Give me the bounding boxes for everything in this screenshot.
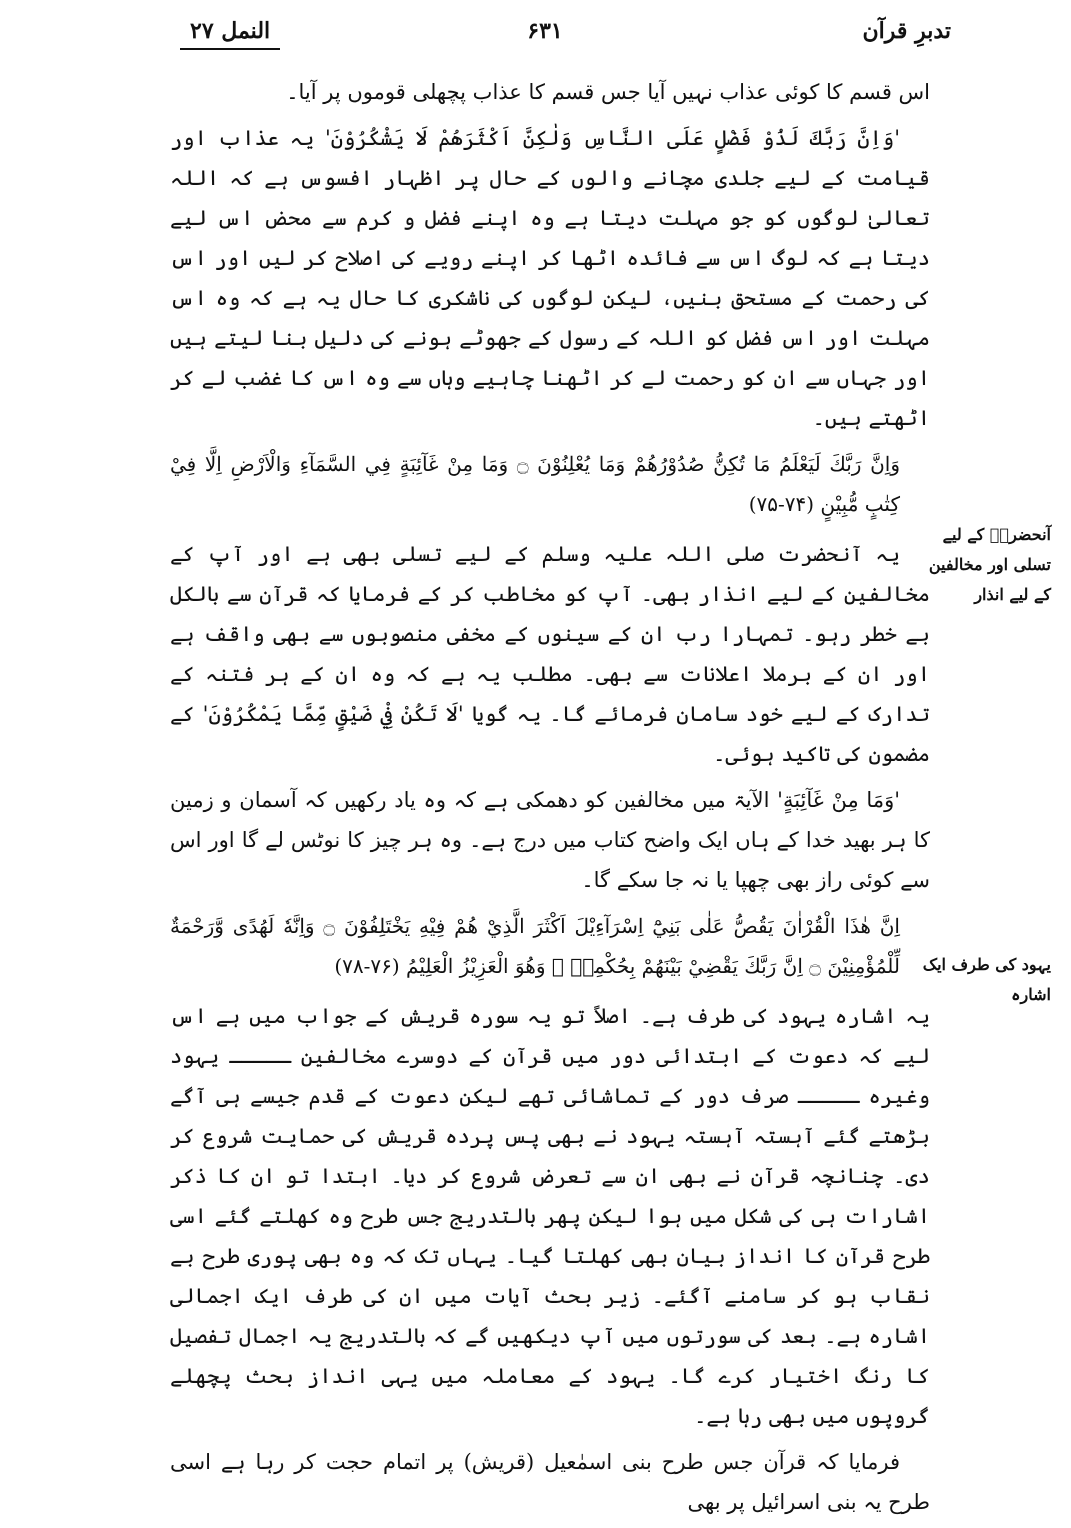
quran-verse: وَاِنَّ رَبَّكَ لَيَعْلَمُ مَا تُكِنُّ صُدُوْرُهُمْ وَمَا يُعْلِنُوْنَ ۝ وَمَا مِنْ غَآئِبَةٍ فِي السَّمَآءِ وَالْاَرْضِ اِلَّا فِيْ كِتٰبٍ مُّبِيْنٍ (۷۴-۷۵)	[170, 452, 900, 516]
book-title: تدبرِ قرآن	[862, 18, 951, 44]
header-rule	[180, 48, 280, 50]
page-number: ۶۳۱	[527, 18, 563, 44]
surah-label: النمل ۲۷	[190, 18, 271, 44]
quran-verse: اِنَّ هٰذَا الْقُرْاٰنَ يَقُصُّ عَلٰى بَنِيْٓ اِسْرَآءِيْلَ اَكْثَرَ الَّذِيْ هُمْ فِيْهِ يَخْتَلِفُوْنَ ۝ وَاِنَّهٗ لَهُدًى وَّرَحْمَةٌ لِّلْمُؤْمِنِيْنَ ۝ اِنَّ رَبَّكَ يَقْضِيْ بَيْنَهُمْ بِحُكْمِهٖ ۚ وَهُوَ الْعَزِيْزُ الْعَلِيْمُ (۷۶-۷۸)	[170, 914, 900, 978]
main-text	[170, 72, 930, 1528]
paragraph: اس قسم کا کوئی عذاب نہیں آیا جس قسم کا عذاب پچھلی قوموں پر آیا۔	[286, 80, 930, 104]
paragraph: یہ اشارہ یہود کی طرف ہے۔ اصلاً تو یہ سورہ قریش کے جواب میں ہے اس لیے کہ دعوت کے ابتدائی دور میں قرآن کے دوسرے مخالفین ـــــ یہود وغیرہ ـــــ صرف دور کے تماشائی تھے لیکن دعوت کے قدم جیسے ہی آگے بڑھتے گئے آہستہ آہستہ یہود نے بھی پس پردہ قریش کی حمایت شروع کر دی۔ چنانچہ قرآن نے بھی ان سے تعرض شروع کر دیا۔ ابتدا تو ان کا ذکر اشارات ہی کی شکل میں ہوا لیکن پھر بالتدریج جس طرح وہ کھلتے گئے اسی طرح قرآن کا انداز بیان بھی کھلتا گیا۔ یہاں تک کہ وہ بھی پوری طرح بے نقاب ہو کر سامنے آگئے۔ زیر بحث آیات میں ان کی طرف ایک اجمالی اشارہ ہے۔ بعد کی سورتوں میں آپ دیکھیں گے کہ بالتدریج یہ اجمال تفصیل کا رنگ اختیار کرے گا۔ یہود کے معاملہ میں یہی انداز بحث پچھلے گروپوں میں بھی رہا ہے۔	[170, 1004, 930, 1428]
paragraph: 'وَاِنَّ رَبَّكَ لَذُوْ فَضْلٍ عَلَى النَّاسِ وَلٰكِنَّ اَكْثَرَهُمْ لَا يَشْكُرُوْنَ' یہ عذاب اور قیامت کے لیے جلدی مچانے والوں کے حال پر اظہار افسوس ہے کہ اللہ تعالیٰ لوگوں کو جو مہلت دیتا ہے وہ اپنے فضل و کرم سے محض اس لیے دیتا ہے کہ لوگ اس سے فائدہ اٹھا کر اپنے رویے کی اصلاح کر لیں اور اس کی رحمت کے مستحق بنیں، لیکن لوگوں کی ناشکری کا حال یہ ہے کہ وہ اس مہلت اور اس فضل کو اللہ کے رسول کے جھوٹے ہونے کی دلیل بنا لیتے ہیں اور جہاں سے ان کو رحمت لے کر اٹھنا چاہیے وہاں سے وہ اس کا غضب لے کر اٹھتے ہیں۔	[170, 126, 930, 430]
paragraph: 'وَمَا مِنْ غَآئِبَةٍ' الآیۃ میں مخالفین کو دھمکی ہے کہ وہ یاد رکھیں کہ آسمان و زمین کا ہر بھید خدا کے ہاں ایک واضح کتاب میں درج ہے۔ وہ ہر چیز کا نوٹس لے گا اور اس سے کوئی راز بھی چھپا یا نہ جا سکے گا۔	[170, 788, 930, 892]
paragraph: یہ آنحضرت صلی اللہ علیہ وسلم کے لیے تسلی بھی ہے اور آپ کے مخالفین کے لیے انذار بھی۔ آپ کو مخاطب کر کے فرمایا کہ قرآن سے بالکل بے خطر رہو۔ تمہارا رب ان کے سینوں کے مخفی منصوبوں سے بھی واقف ہے اور ان کے برملا اعلانات سے بھی۔ مطلب یہ ہے کہ وہ ان کے ہر فتنہ کے تدارک کے لیے خود سامان فرمائے گا۔ یہ گویا 'لَا تَكُنْ فِيْ ضَيْقٍ مِّمَّا يَمْكُرُوْنَ' کے مضمون کی تاکید ہوئی۔	[170, 542, 930, 766]
margin-note-jews: یہود کی طرف ایک اشارہ	[922, 955, 1051, 1004]
paragraph: فرمایا کہ قرآن جس طرح بنی اسمٰعیل (قریش) پر اتمام حجت کر رہا ہے اسی طرح یہ بنی اسرائیل پر بھی	[170, 1450, 930, 1514]
margin-note-consolation: آنحضرتؐ کے لیے تسلی اور مخالفین کے لیے انذار	[928, 525, 1051, 604]
